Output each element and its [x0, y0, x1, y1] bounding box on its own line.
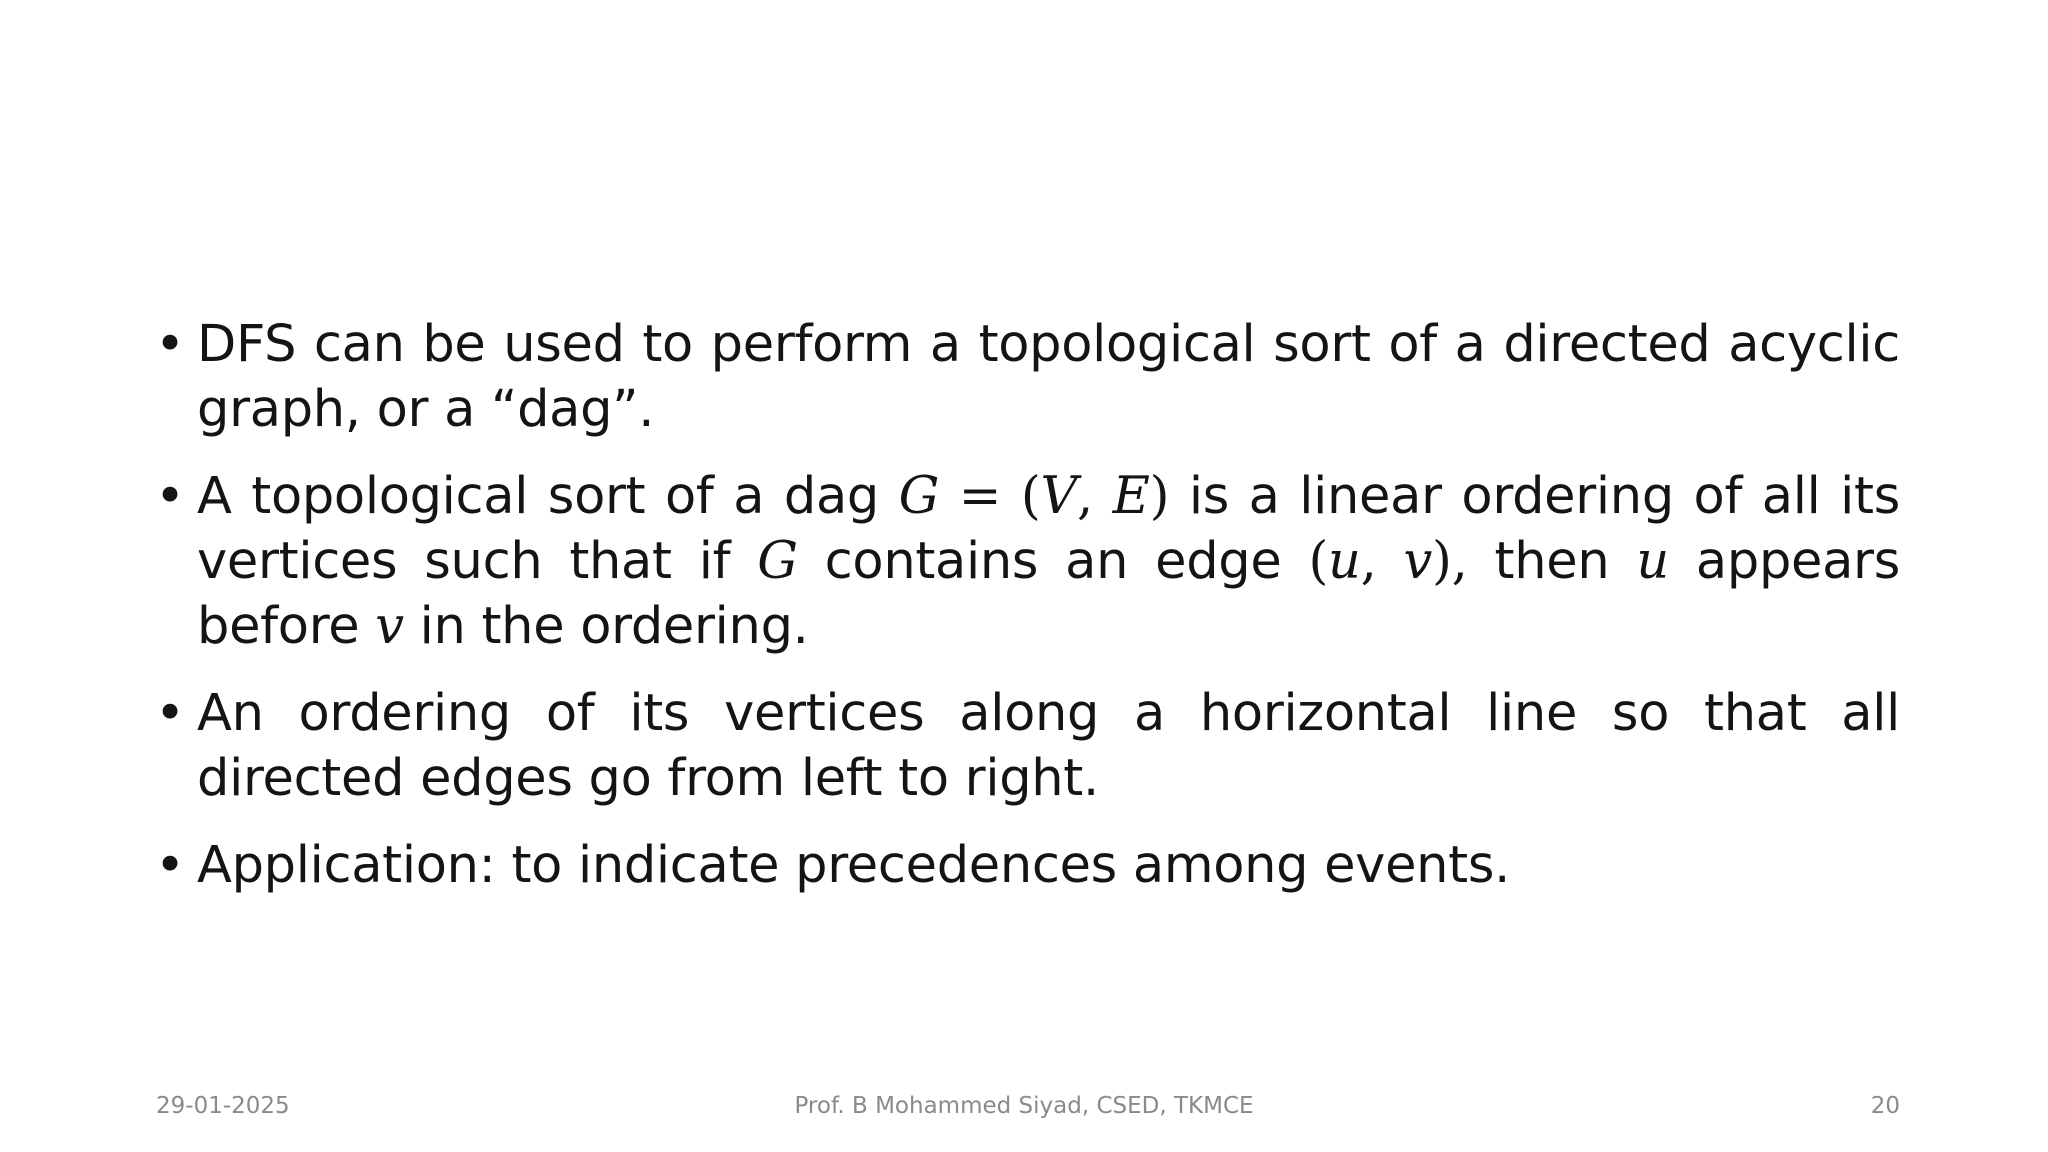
- bullet-list: [155, 312, 1900, 898]
- bullet-text: in the ordering.: [403, 597, 809, 656]
- bullet-text: appears before: [197, 532, 1900, 656]
- bullet-text: Application: to indicate precedences among events.: [197, 836, 1511, 895]
- bullet-text: contains an edge: [797, 532, 1309, 591]
- bullet-dfs-topological-sort: [155, 312, 1900, 442]
- footer-date: 29-01-2025: [156, 1093, 290, 1119]
- math-symbol: ,: [1360, 532, 1404, 591]
- bullet-text: DFS can be used to perform a topological sort of a directed acyclic graph, or a “dag”.: [197, 315, 1900, 439]
- slide-content: [155, 312, 1900, 920]
- math-var-v: v: [1403, 532, 1433, 591]
- bullet-text: A topological sort of a dag: [197, 467, 899, 526]
- math-var-u: u: [1636, 532, 1669, 591]
- math-symbol: ): [1149, 467, 1170, 526]
- math-var-g: G: [898, 467, 940, 526]
- math-var-g: G: [757, 532, 798, 591]
- math-var-u: u: [1328, 532, 1361, 591]
- bullet-text: An ordering of its vertices along a horizontal line so that all directed edges go from left to right.: [197, 684, 1900, 808]
- bullet-application: [155, 833, 1900, 898]
- math-symbol: (: [1308, 532, 1329, 591]
- footer-page-number: 20: [1870, 1093, 1900, 1119]
- bullet-text: is a linear ordering of all its vertices such that if: [197, 467, 1900, 591]
- bullet-ordering-horizontal: [155, 681, 1900, 811]
- math-var-v: v: [375, 597, 404, 656]
- bullet-topological-sort-definition: [155, 464, 1900, 659]
- bullet-text: then: [1467, 532, 1637, 591]
- math-var-e: E: [1112, 467, 1150, 526]
- math-symbol: = (: [939, 467, 1041, 526]
- math-symbol: ),: [1432, 532, 1468, 591]
- math-var-v: V: [1040, 467, 1078, 526]
- math-symbol: ,: [1077, 467, 1113, 526]
- footer-author: Prof. B Mohammed Siyad, CSED, TKMCE: [794, 1093, 1254, 1119]
